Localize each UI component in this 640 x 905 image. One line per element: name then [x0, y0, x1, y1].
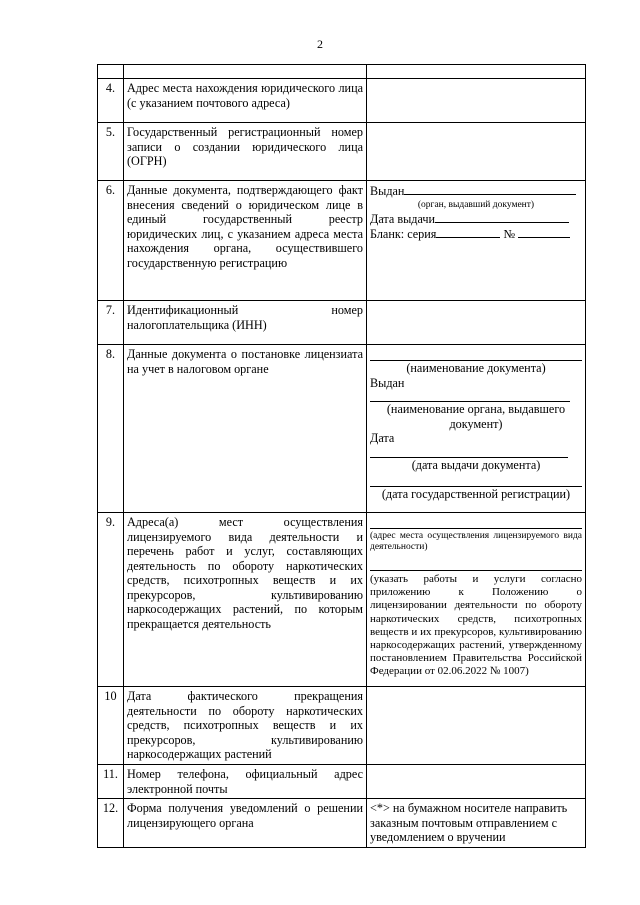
- table-row: [98, 799, 586, 848]
- issuer-caption: (орган, выдавший документ): [417, 199, 535, 210]
- row-number: 5.: [98, 123, 124, 181]
- tax-registration-value: [367, 345, 586, 513]
- row-number: 10: [98, 687, 124, 765]
- table-row: [98, 513, 586, 687]
- date-label: Дата: [370, 431, 395, 445]
- row-number: 11.: [98, 765, 124, 799]
- document-name-caption: (наименование документа): [406, 361, 546, 375]
- page-number: 2: [317, 37, 323, 51]
- issued-line: Выдан: [370, 183, 582, 199]
- blank-number-field[interactable]: [518, 226, 570, 238]
- activity-address-value: [367, 513, 586, 687]
- table-row: [98, 79, 586, 123]
- issued-label: Выдан: [370, 375, 405, 390]
- license-form-table: [97, 64, 586, 848]
- inn-value[interactable]: [367, 301, 586, 345]
- document-name-field[interactable]: [370, 349, 582, 361]
- row-description: Дата фактического прекращения деятельности по обороту наркотических средств, психотропных веществ и их прекурсоров, культивированию наркосодержащих растений: [124, 687, 367, 765]
- issue-date-caption: (дата выдачи документа): [411, 457, 541, 472]
- row-number: 8.: [98, 345, 124, 513]
- row-description: Форма получения уведомлений о решении лицензирующего органа: [124, 799, 367, 848]
- row-description: Данные документа, подтверждающего факт внесения сведений о юридическом лице в единый государственный реестр юридических лиц, с указанием адреса места нахождения органа, осуществившего государственную регистрацию: [124, 181, 367, 301]
- row-description: Адрес места нахождения юридического лица (с указанием почтового адреса): [124, 79, 367, 123]
- row-number: 9.: [98, 513, 124, 687]
- blank-series-field[interactable]: [436, 226, 500, 238]
- issue-date-field[interactable]: [435, 211, 569, 223]
- blank-line: Бланк: серия №: [370, 226, 582, 242]
- row-number: 6.: [98, 181, 124, 301]
- issuing-authority-field[interactable]: [370, 390, 570, 402]
- table-row: [98, 765, 586, 799]
- registration-date-field[interactable]: [370, 475, 582, 487]
- row-description: Государственный регистрационный номер записи о создании юридического лица (ОГРН): [124, 123, 367, 181]
- ogrn-value[interactable]: [367, 123, 586, 181]
- registration-document-value: [367, 181, 586, 301]
- table-row: [98, 181, 586, 301]
- row-description: Номер телефона, официальный адрес электронной почты: [124, 765, 367, 799]
- contacts-value[interactable]: [367, 765, 586, 799]
- table-row: [98, 687, 586, 765]
- legal-address-value[interactable]: [367, 79, 586, 123]
- row-number: 4.: [98, 79, 124, 123]
- table-row: [98, 301, 586, 345]
- works-caption: (указать работы и услуги согласно приложению к Положению о лицензировании деятельности по обороту наркотических средств, психотропных веществ и их прекурсоров, культивированию наркосодержащих растений, утвержденному постановлением Правительства Российской Федерации от 02.06.2022 № 1007): [370, 573, 582, 678]
- activity-address-caption: (адрес места осуществления лицензируемого вида деятельности): [370, 531, 582, 552]
- row-number: 7.: [98, 301, 124, 345]
- works-field[interactable]: [370, 559, 582, 571]
- table-row: [98, 345, 586, 513]
- registration-date-caption: (дата государственной регистрации): [381, 487, 571, 501]
- issue-date-field[interactable]: [370, 446, 568, 458]
- issuing-authority-caption: (наименование органа, выдавшего документ): [386, 402, 566, 431]
- row-description: Идентификационный номер налогоплательщика (ИНН): [124, 301, 367, 345]
- issuer-field[interactable]: [404, 183, 576, 195]
- row-description: Адреса(а) мест осуществления лицензируемого вида деятельности и перечень работ и услуг, составляющих деятельность по обороту наркотических средств, психотропных веществ и их прекурсоров, культивированию наркосодержащих растений, по которым прекращается деятельность: [124, 513, 367, 687]
- row-number: 12.: [98, 799, 124, 848]
- notification-form-value[interactable]: <*> на бумажном носителе направить заказным почтовым отправлением с уведомлением о вручении: [367, 799, 586, 848]
- table-row-header-stub: [98, 65, 586, 79]
- row-description: Данные документа о постановке лицензиата на учет в налоговом органе: [124, 345, 367, 513]
- activity-address-field[interactable]: [370, 517, 582, 529]
- table-row: [98, 123, 586, 181]
- issue-date-line: Дата выдачи: [370, 211, 582, 227]
- termination-date-value[interactable]: [367, 687, 586, 765]
